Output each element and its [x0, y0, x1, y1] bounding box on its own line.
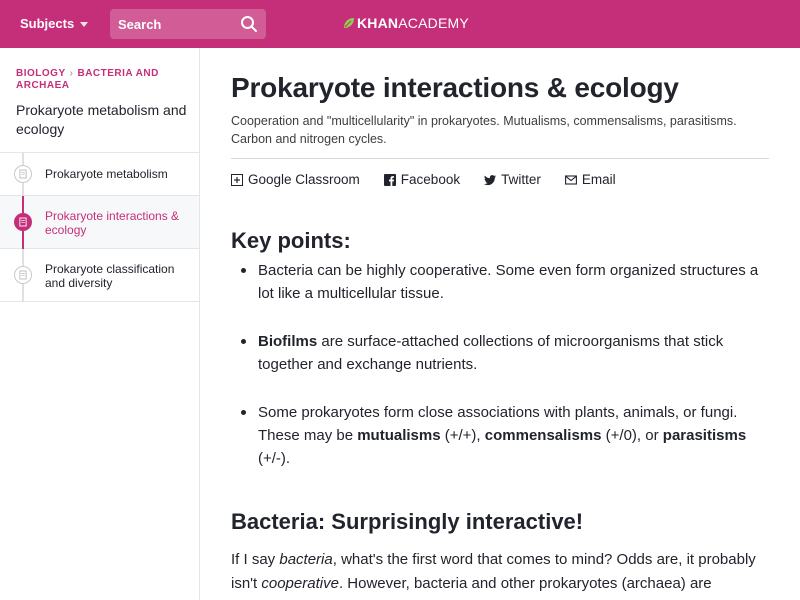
nav-rail	[22, 249, 24, 266]
nav-item-label: Prokaryote classification and diversity	[45, 262, 175, 290]
para-text: If I say	[231, 551, 280, 568]
unit-title[interactable]: Prokaryote metabolism and ecology	[16, 102, 187, 137]
chevron-right-icon: ›	[69, 68, 74, 79]
bullet-text: (+/-).	[258, 450, 291, 467]
section-heading: Bacteria: Surprisingly interactive!	[231, 509, 584, 534]
bold-term-biofilms: Biofilms	[258, 333, 318, 350]
list-item	[241, 401, 776, 470]
logo-text-regular: ACADEMY	[398, 15, 469, 31]
leaf-icon	[343, 17, 355, 29]
share-twitter-label: Twitter	[501, 172, 541, 187]
document-icon	[14, 266, 32, 284]
caret-down-icon	[80, 22, 88, 27]
nav-rail	[22, 284, 24, 302]
italic-term-bacteria: bacteria	[279, 551, 333, 568]
nav-rail	[22, 196, 24, 213]
article-description: Cooperation and "multicellularity" in prokaryotes. Mutualisms, commensalisms, parasitisms. Carbon and nitrogen cycles.	[231, 114, 737, 146]
body-paragraph	[231, 548, 771, 596]
sidebar	[0, 48, 200, 600]
email-icon	[565, 174, 577, 186]
bold-term-mutualisms: mutualisms	[357, 427, 441, 444]
divider	[231, 158, 769, 159]
nav-item-label: Prokaryote interactions & ecology	[45, 209, 180, 237]
share-google-classroom-button[interactable]	[231, 172, 360, 187]
facebook-icon	[384, 174, 396, 186]
article-title: Prokaryote interactions & ecology	[231, 72, 679, 103]
share-twitter-button[interactable]	[484, 172, 541, 187]
google-classroom-icon	[231, 174, 243, 186]
khan-academy-logo[interactable]	[343, 15, 469, 31]
key-points-list	[241, 259, 776, 495]
logo-text-bold: KHAN	[357, 15, 399, 31]
bold-term-commensalisms: commensalisms	[484, 427, 602, 444]
breadcrumb-link-biology[interactable]: BIOLOGY	[16, 68, 66, 79]
key-points-heading: Key points:	[231, 228, 351, 253]
nav-rail	[22, 183, 24, 196]
para-text: , what's the first word that comes to mind? Odds are, it probably isn't	[231, 551, 756, 592]
nav-item-prokaryote-metabolism[interactable]	[0, 153, 199, 196]
document-icon	[14, 165, 32, 183]
bullet-text: (+/0), or	[601, 427, 663, 444]
italic-term-cooperative: cooperative	[261, 575, 339, 592]
nav-item-label: Prokaryote metabolism	[45, 167, 168, 181]
bullet-text: Bacteria can be highly cooperative. Some even form organized structures a lot like a multicellular tissue.	[258, 262, 759, 302]
share-bar	[231, 172, 771, 187]
bullet-text: (+/+),	[440, 427, 485, 444]
bullet-text: Some prokaryotes form close associations with plants, animals, or fungi. These may be	[258, 404, 738, 444]
share-email-button[interactable]	[565, 172, 616, 187]
subjects-menu-button[interactable]	[20, 16, 88, 31]
share-email-label: Email	[581, 172, 616, 187]
nav-item-prokaryote-interactions-ecology[interactable]	[0, 196, 199, 249]
share-facebook-label: Facebook	[400, 172, 461, 187]
nav-item-prokaryote-classification-diversity[interactable]	[0, 249, 199, 302]
para-text: . However, bacteria and other prokaryotes (archaea) are	[338, 575, 712, 592]
bullet-text: are surface-attached collections of microorganisms that stick together and exchange nutrients.	[258, 333, 724, 373]
document-icon	[14, 213, 32, 231]
breadcrumb-link-bacteria-archaea[interactable]: BACTERIA AND ARCHAEA	[16, 68, 159, 91]
list-item	[241, 330, 776, 376]
share-facebook-button[interactable]	[384, 172, 460, 187]
lesson-nav	[0, 152, 199, 302]
nav-rail	[22, 231, 24, 249]
top-bar	[0, 0, 800, 48]
twitter-icon	[484, 174, 496, 186]
list-item	[241, 259, 776, 305]
search-box	[110, 9, 266, 39]
nav-rail	[22, 153, 24, 165]
subjects-label: Subjects	[20, 16, 75, 31]
breadcrumb	[16, 68, 192, 92]
share-google-classroom-label: Google Classroom	[248, 172, 360, 187]
bold-term-parasitisms: parasitisms	[662, 427, 747, 444]
search-icon[interactable]	[240, 15, 258, 33]
